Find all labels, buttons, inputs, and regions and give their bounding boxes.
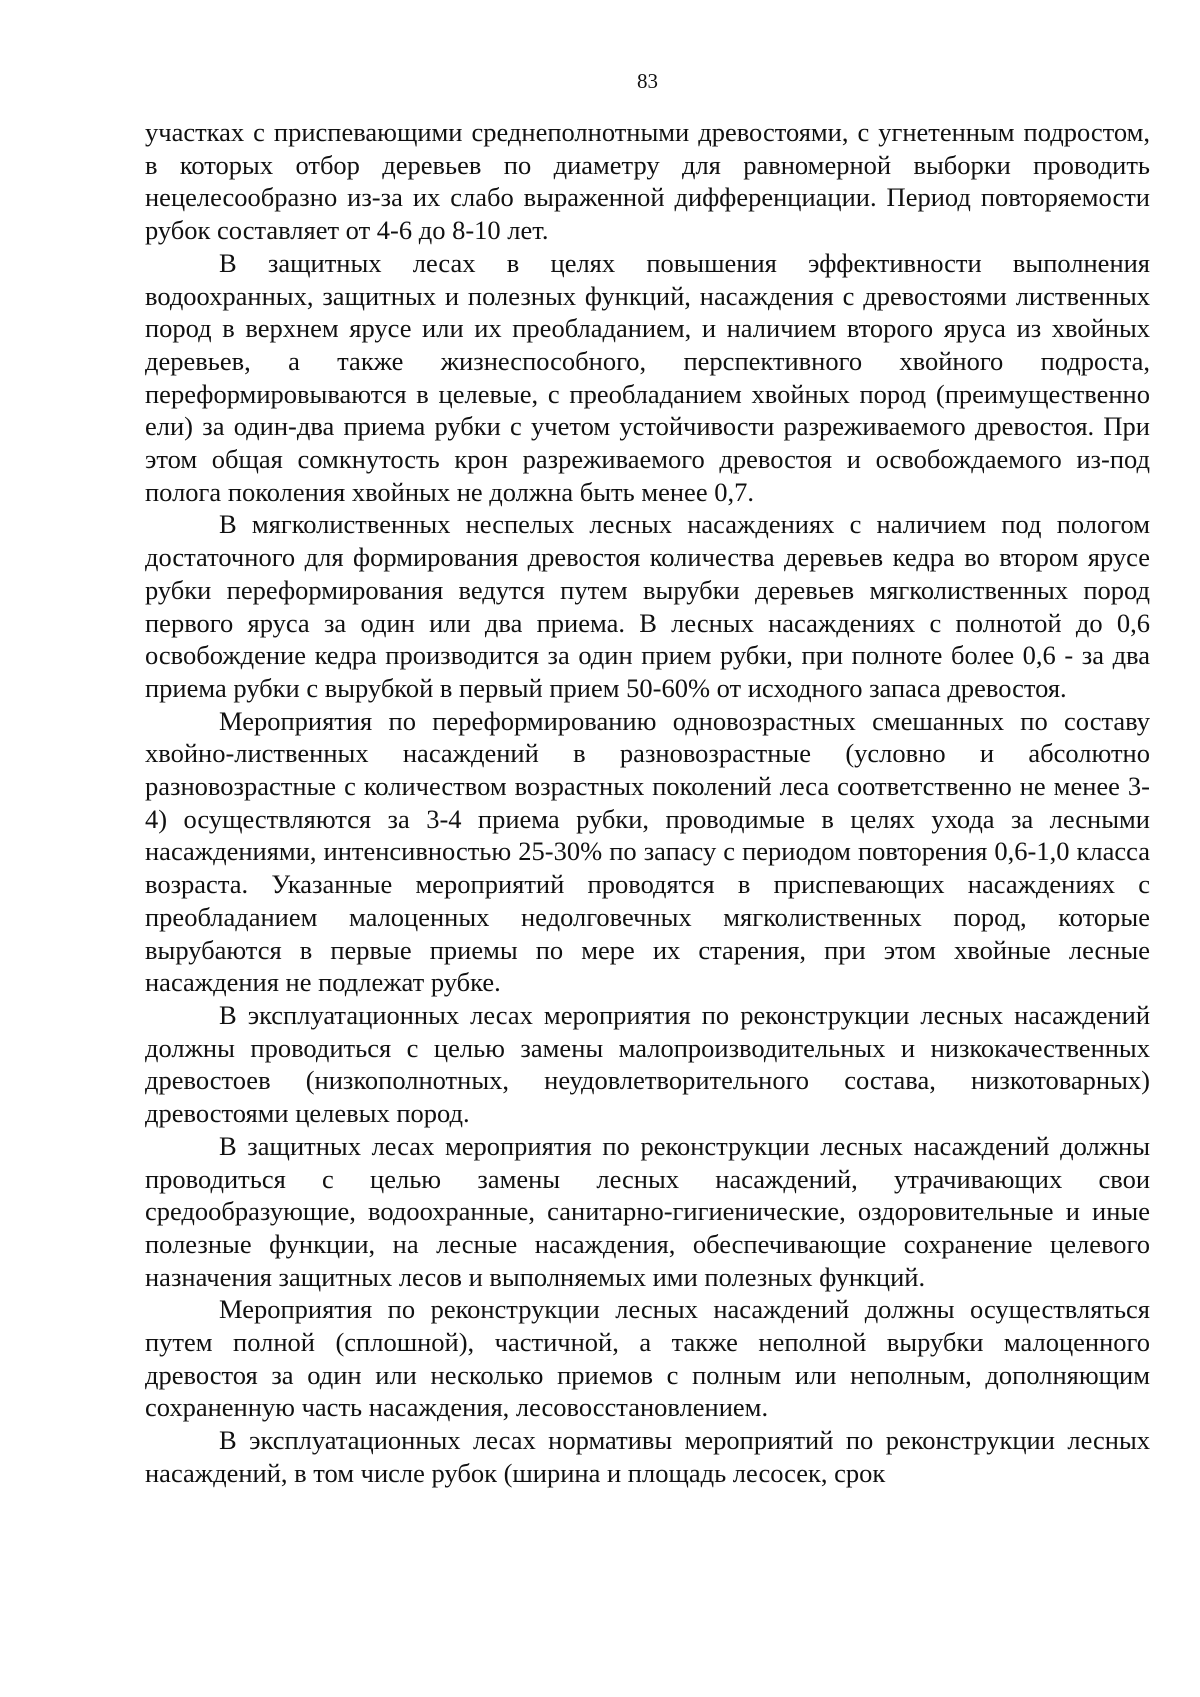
paragraph-3: В мягколиственных неспелых лесных насаждениях с наличием под пологом достаточного для формирования древостоя количества деревьев кедра во втором ярусе рубки переформирования ведутся путем вырубки деревьев мягколиственных пород первого яруса за один или два приема. В лесных насаждениях с полнотой до 0,6 освобождение кедра производится за один прием рубки, при полноте более 0,6 - за два приема рубки с вырубкой в первый прием 50-60% от исходного запаса древостоя. xyxy=(145,509,1150,703)
paragraph-7: Мероприятия по реконструкции лесных насаждений должны осуществляться путем полной (сплошной), частичной, а также неполной вырубки малоценного древостоя за один или несколько приемов с полным или неполным, дополняющим сохраненную часть насаждения, лесовосстановлением. xyxy=(145,1294,1150,1423)
paragraph-1: участках с приспевающими среднеполнотными древостоями, с угнетенным подростом, в которых отбор деревьев по диаметру для равномерной выборки проводить нецелесообразно из-за их слабо выраженной дифференциации. Период повторяемости рубок составляет от 4-6 до 8-10 лет. xyxy=(145,117,1150,246)
body-text xyxy=(145,116,1150,1490)
paragraph-5: В эксплуатационных лесах мероприятия по реконструкции лесных насаждений должны проводиться с целью замены малопроизводительных и низкокачественных древостоев (низкополнотных, неудовлетворительного состава, низкотоварных) древостоями целевых пород. xyxy=(145,999,1150,1129)
page-number: 83 xyxy=(637,69,658,93)
paragraph-6: В защитных лесах мероприятия по реконструкции лесных насаждений должны проводиться с целью замены лесных насаждений, утрачивающих свои средообразующие, водоохранные, санитарно-гигиенические, оздоровительные и иные полезные функции, на лесные насаждения, обеспечивающие сохранение целевого назначения защитных лесов и выполняемых ими полезных функций. xyxy=(145,1130,1150,1292)
paragraph-8: В эксплуатационных лесах нормативы мероприятий по реконструкции лесных насаждений, в том числе рубок (ширина и площадь лесосек, срок xyxy=(145,1425,1150,1488)
paragraph-2: В защитных лесах в целях повышения эффективности выполнения водоохранных, защитных и полезных функций, насаждения с древостоями лиственных пород в верхнем ярусе или их преобладанием, и наличием второго яруса из хвойных деревьев, а также жизнеспособного, перспективного хвойного подроста, переформировываются в целевые, с преобладанием хвойных пород (преимущественно ели) за один-два приема рубки с учетом устойчивости разреживаемого древостоя. При этом общая сомкнутость крон разреживаемого древостоя и освобождаемого из-под полога поколения хвойных не должна быть менее 0,7. xyxy=(145,247,1150,507)
paragraph-4: Мероприятия по переформированию одновозрастных смешанных по составу хвойно-лиственных насаждений в разновозрастные (условно и абсолютно разновозрастные с количеством возрастных поколений леса соответственно не менее 3-4) осуществляются за 3-4 приема рубки, проводимые в целях ухода за лесными насаждениями, интенсивностью 25-30% по запасу с периодом повторения 0,6-1,0 класса возраста. Указанные мероприятий проводятся в приспевающих насаждениях с преобладанием малоценных недолговечных мягколиственных пород, которые вырубаются в первые приемы по мере их старения, при этом хвойные лесные насаждения не подлежат рубке. xyxy=(145,705,1150,998)
